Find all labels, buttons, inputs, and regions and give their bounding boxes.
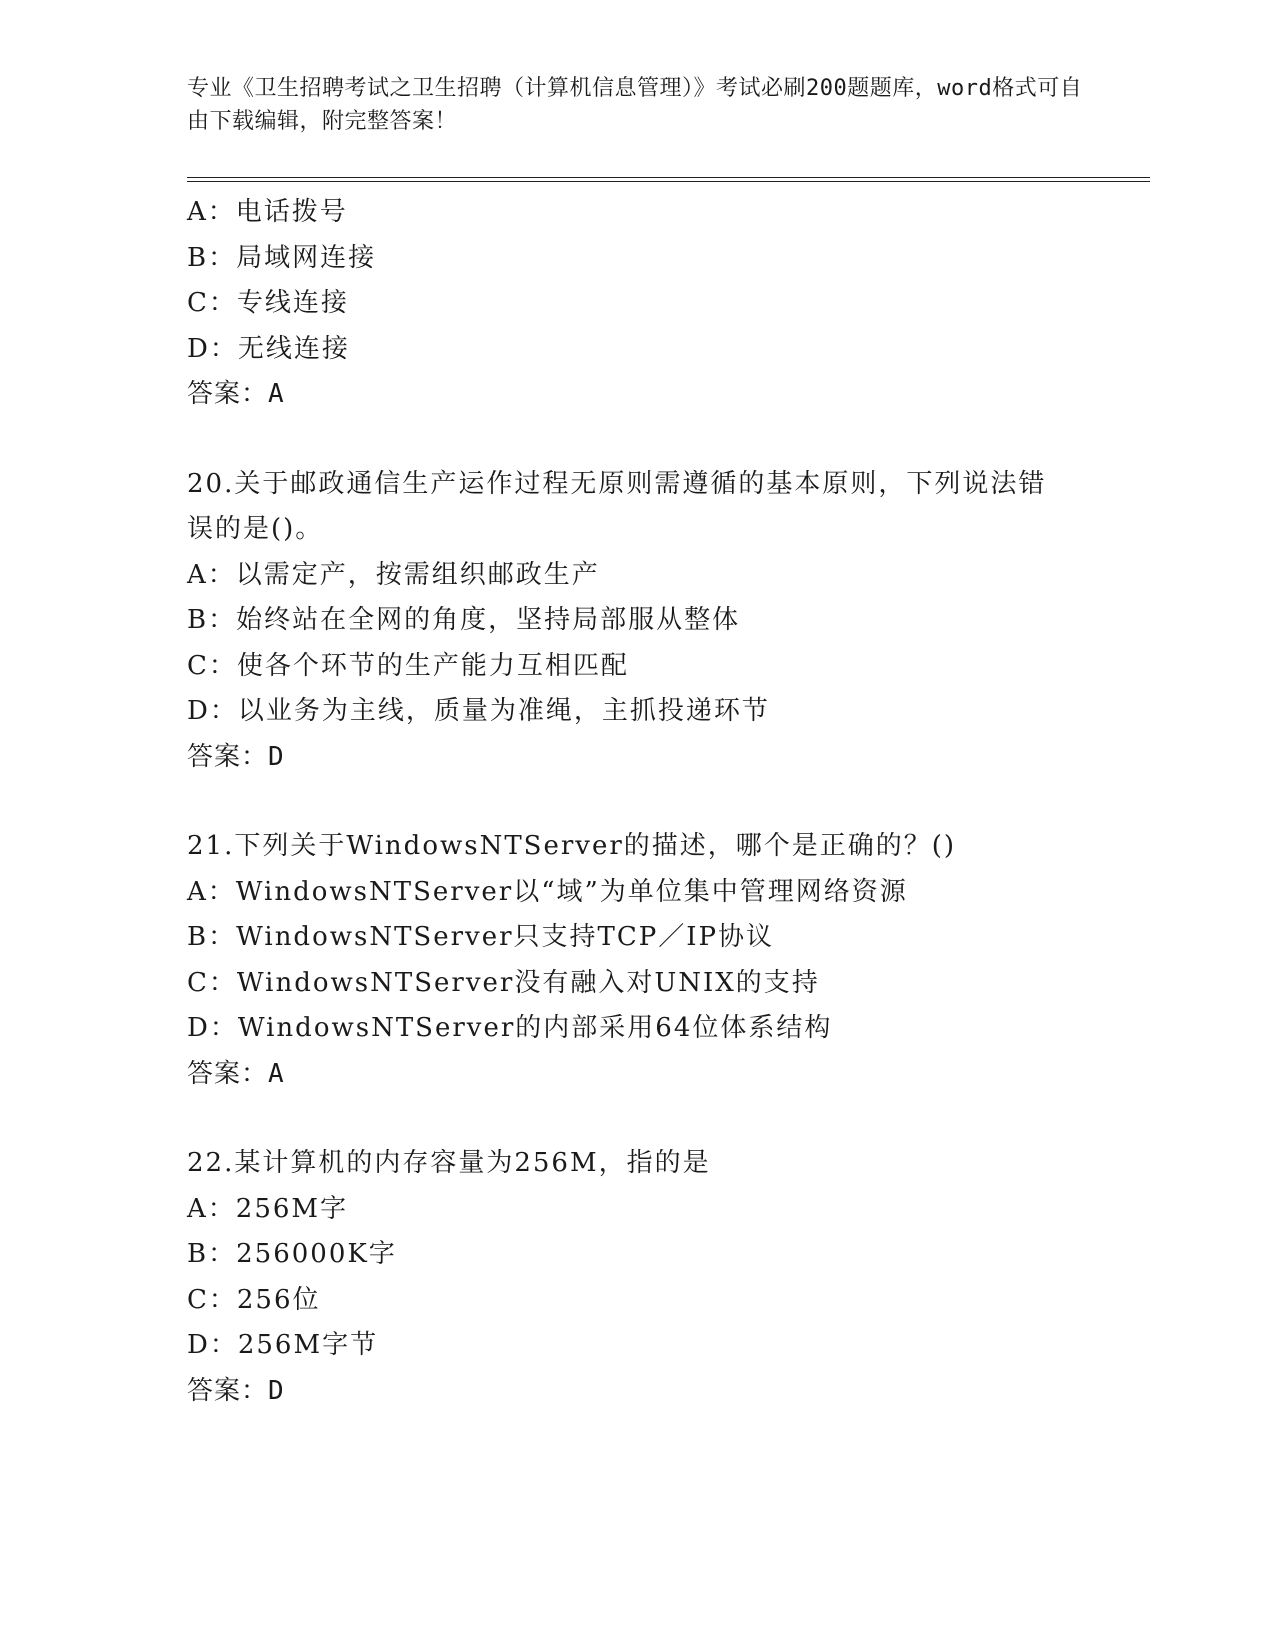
option-c: C：专线连接 — [187, 288, 349, 318]
answer-value: A — [268, 1058, 285, 1089]
question-block-continued — [187, 190, 1087, 418]
header-divider-bottom — [187, 181, 1150, 182]
answer-line — [187, 735, 1087, 781]
question-text: 20.关于邮政通信生产运作过程无原则需遵循的基本原则，下列说法错误的是()。 — [187, 468, 1047, 544]
option-d: D：以业务为主线，质量为准绳，主抓投递环节 — [187, 696, 770, 726]
answer-value: A — [268, 379, 285, 409]
answer-value: D — [268, 1375, 285, 1406]
answer-label: 答案： — [187, 741, 269, 772]
header-divider-top — [187, 177, 1150, 178]
answer-line — [187, 1369, 1087, 1415]
option-d: D：256M字节 — [187, 1330, 379, 1360]
option-b: B：始终站在全网的角度，坚持局部服从整体 — [187, 605, 741, 635]
answer-label: 答案： — [187, 1375, 269, 1406]
question-block-22 — [187, 1141, 1087, 1414]
question-text: 21.下列关于WindowsNTServer的描述，哪个是正确的？() — [187, 831, 957, 861]
option-a: A：电话拨号 — [187, 197, 348, 227]
option-c: C：使各个环节的生产能力互相匹配 — [187, 650, 629, 681]
answer-label: 答案： — [187, 1058, 269, 1089]
option-d: D：无线连接 — [187, 333, 350, 364]
option-d: D：WindowsNTServer的内部采用64位体系结构 — [187, 1013, 833, 1043]
question-list — [187, 190, 1087, 1414]
answer-label: 答案： — [187, 379, 269, 409]
option-c: C：WindowsNTServer没有融入对UNIX的支持 — [187, 967, 820, 998]
option-c: C：256位 — [187, 1284, 321, 1315]
answer-line — [187, 372, 1087, 418]
answer-line — [187, 1052, 1087, 1098]
option-b: B：局域网连接 — [187, 242, 377, 273]
document-header: 专业《卫生招聘考试之卫生招聘（计算机信息管理）》考试必刷200题题库，word格式可自由下载编辑，附完整答案！ — [187, 76, 1083, 134]
option-a: A：以需定产，按需组织邮政生产 — [187, 559, 600, 590]
answer-value: D — [268, 741, 285, 772]
option-b: B：WindowsNTServer只支持TCP／IP协议 — [187, 922, 775, 952]
question-block-21 — [187, 824, 1087, 1097]
option-b: B：256000K字 — [187, 1239, 397, 1269]
question-text: 22.某计算机的内存容量为256M，指的是 — [187, 1148, 711, 1178]
option-a: A：256M字 — [187, 1193, 349, 1224]
question-block-20 — [187, 462, 1087, 781]
option-a: A：WindowsNTServer以“域”为单位集中管理网络资源 — [187, 876, 908, 907]
